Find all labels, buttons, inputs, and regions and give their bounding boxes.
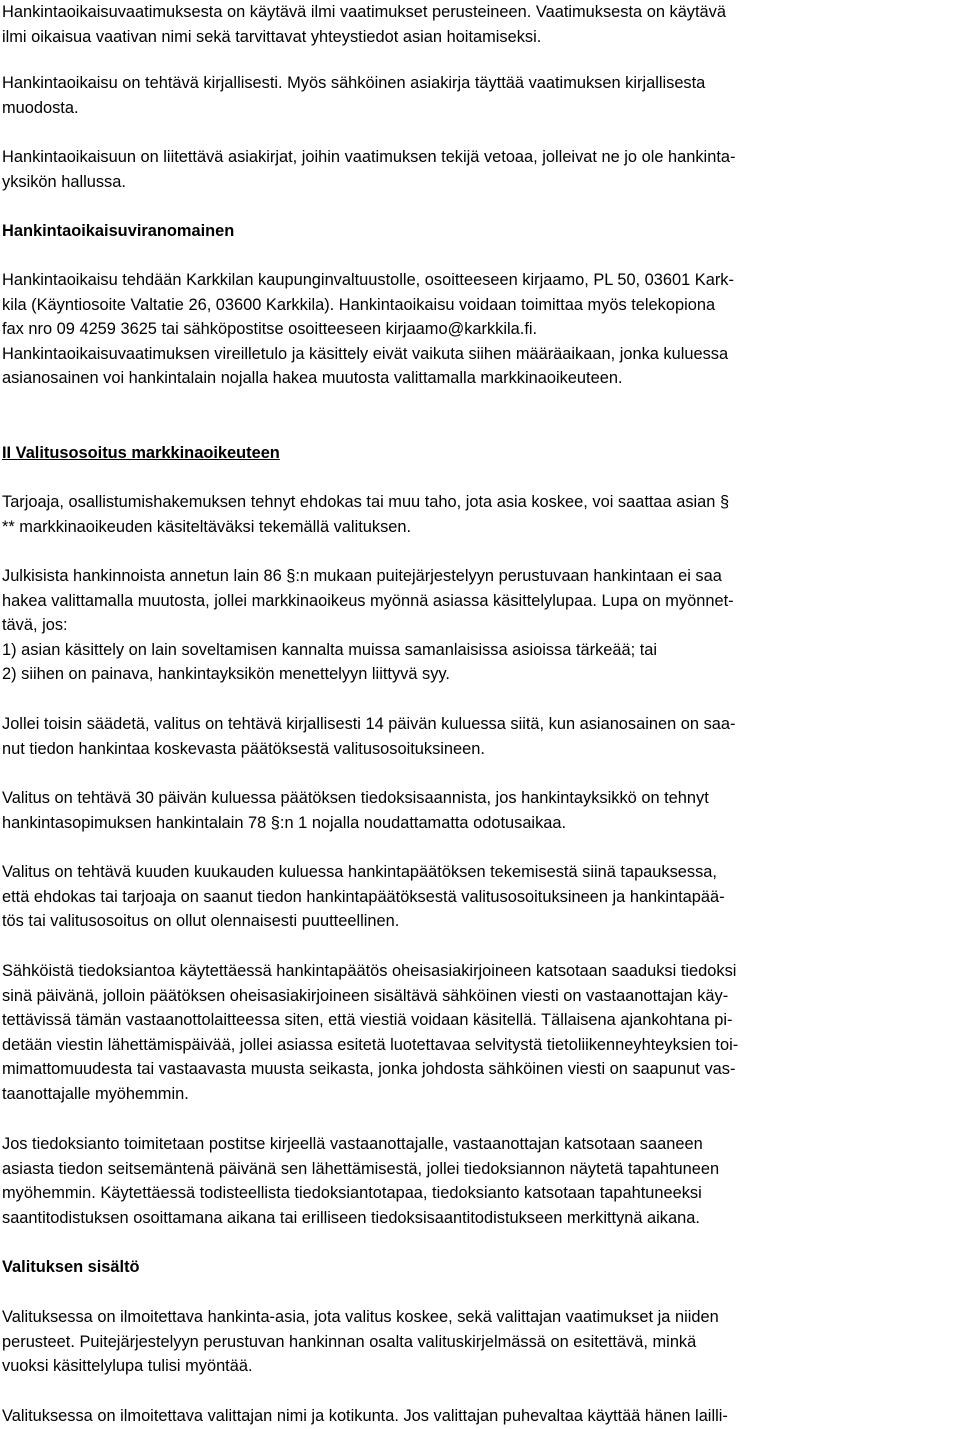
text-line: Hankintaoikaisuvaatimuksesta on käytävä ilmi vaatimukset perusteineen. Vaatimuksesta on käytävä <box>2 3 726 21</box>
text-line: nut tiedon hankintaa koskevasta päätöksestä valitusosoituksineen. <box>2 739 485 758</box>
text-line: Jollei toisin säädetä, valitus on tehtävä kirjallisesti 14 päivän kuluessa siitä, kun asianosainen on saa- <box>2 715 736 733</box>
text-line: yksikön hallussa. <box>2 172 126 191</box>
text-line: sinä päivänä, jolloin päätöksen oheisasiakirjoineen sisältävä sähköinen viesti on vastaanottajan käy- <box>2 986 729 1005</box>
text-line: Valitus on tehtävä kuuden kuukauden kuluessa hankintapäätöksen tekemisestä siinä tapauksessa, <box>2 863 717 881</box>
paragraph-who-may-appeal <box>2 490 956 539</box>
text-line: 1) asian käsittely on lain soveltamisen kannalta muissa samanlaisissa asioissa tärkeää; tai <box>2 640 658 659</box>
text-line: asianosainen voi hankintalain nojalla hakea muutosta valittamalla markkinaoikeuteen. <box>2 369 623 388</box>
heading-appeal-content <box>2 1255 956 1280</box>
paragraph-appellant-identity <box>2 1404 956 1429</box>
paragraph-six-months <box>2 860 956 934</box>
text-line: saantitodistuksen osoittamana aikana tai erilliseen tiedoksisaantitodistukseen merkittynä aikana. <box>2 1208 700 1227</box>
text-line: kila (Käyntiosoite Valtatie 26, 03600 Karkkila). Hankintaoikaisu voidaan toimittaa myös telekopiona <box>2 295 716 314</box>
text-line: asiasta tiedon seitsemäntenä päivänä sen lähettämisestä, jollei tiedoksiannon näytetä tapahtuneen <box>2 1159 720 1178</box>
paragraph-electronic-notice <box>2 959 956 1107</box>
text-line: hakea valittamalla muutosta, jollei markkinaoikeus myönnä asiassa käsittelylupaa. Lupa on myönnet- <box>2 591 734 610</box>
heading-appeal-instructions <box>2 441 956 466</box>
text-line: ** markkinaoikeuden käsiteltäväksi tekemällä valituksen. <box>2 517 412 536</box>
paragraph-30-days <box>2 786 956 835</box>
text-line: Hankintaoikaisu tehdään Karkkilan kaupunginvaltuustolle, osoitteeseen kirjaamo, PL 50, 03601 Kark- <box>2 271 734 289</box>
text-line: fax nro 09 4259 3625 tai sähköpostitse osoitteeseen kirjaamo@karkkila.fi. <box>2 320 538 339</box>
text-line: muodosta. <box>2 98 79 117</box>
text-line: vuoksi käsittelylupa tulisi myöntää. <box>2 1357 253 1376</box>
text-line: Sähköistä tiedoksiantoa käytettäessä hankintapäätös oheisasiakirjoineen katsotaan saaduksi tiedoksi <box>2 962 737 980</box>
paragraph-appeal-requirements <box>2 1305 956 1379</box>
text-line: Valituksessa on ilmoitettava valittajan nimi ja kotikunta. Jos valittajan puhevaltaa käyttää hänen lailli- <box>2 1407 728 1425</box>
text-line: myöhemmin. Käytettäessä todisteellista tiedoksiantotapaa, tiedoksianto katsotaan tapahtuneeksi <box>2 1184 702 1203</box>
paragraph-claim-contents <box>2 0 956 49</box>
paragraph-postal-notice <box>2 1132 956 1230</box>
text-line: tävä, jos: <box>2 616 68 635</box>
text-line: Valitus on tehtävä 30 päivän kuluessa päätöksen tiedoksisaannista, jos hankintayksikkö on tehnyt <box>2 789 709 807</box>
section-heading: Valituksen sisältö <box>2 1258 140 1276</box>
text-line: detään viestin lähettämispäivää, jollei asiassa esitetä luotettavaa selvitystä tietoliikenneyhteyksien toi- <box>2 1035 739 1054</box>
heading-authority <box>2 219 956 244</box>
text-line: Jos tiedoksianto toimitetaan postitse kirjeellä vastaanottajalle, vastaanottajan katsotaan saaneen <box>2 1135 703 1153</box>
text-line: Julkisista hankinnoista annetun lain 86 §:n mukaan puitejärjestelyyn perustuvaan hankintaan ei saa <box>2 567 722 585</box>
paragraph-framework-leave <box>2 564 956 687</box>
text-line: tettävissä tämän vastaanottolaitteessa siten, että viestiä voidaan käsitellä. Tällaisena ajankohtana pi- <box>2 1011 733 1030</box>
text-line: Tarjoaja, osallistumishakemuksen tehnyt ehdokas tai muu taho, jota asia koskee, voi saattaa asian § <box>2 493 730 511</box>
paragraph-written-form <box>2 71 956 120</box>
section-heading: II Valitusosoitus markkinaoikeuteen <box>2 444 280 462</box>
text-line: mimattomuudesta tai vastaavasta muusta seikasta, jonka johdosta sähköinen viesti on saapunut vas- <box>2 1060 736 1079</box>
text-line: tös tai valitusosoitus on ollut olennaisesti puutteellinen. <box>2 912 400 931</box>
text-line: Valituksessa on ilmoitettava hankinta-asia, jota valitus koskee, sekä valittajan vaatimukset ja niiden <box>2 1308 719 1326</box>
text-line: Hankintaoikaisuvaatimuksen vireilletulo ja käsittely eivät vaikuta siihen määräaikaan, jonka kuluessa <box>2 344 729 363</box>
section-heading: Hankintaoikaisuviranomainen <box>2 222 235 240</box>
text-line: taanottajalle myöhemmin. <box>2 1084 189 1103</box>
text-line: Hankintaoikaisu on tehtävä kirjallisesti. Myös sähköinen asiakirja täyttää vaatimuksen kirjallisesta <box>2 74 706 92</box>
text-line: perusteet. Puitejärjestelyyn perustuvan hankinnan osalta valituskirjelmässä on esitettävä, minkä <box>2 1332 697 1351</box>
paragraph-authority-address <box>2 268 956 391</box>
paragraph-attachments <box>2 145 956 194</box>
text-line: että ehdokas tai tarjoaja on saanut tiedon hankintapäätöksestä valitusosoituksineen ja hankintapää- <box>2 887 725 906</box>
paragraph-14-days <box>2 712 956 761</box>
text-line: Hankintaoikaisuun on liitettävä asiakirjat, joihin vaatimuksen tekijä vetoaa, jolleivat ne jo ole hankinta- <box>2 148 736 166</box>
text-line: hankintasopimuksen hankintalain 78 §:n 1 nojalla noudattamatta odotusaikaa. <box>2 813 567 832</box>
text-line: ilmi oikaisua vaativan nimi sekä tarvittavat yhteystiedot asian hoitamiseksi. <box>2 27 542 46</box>
text-line: 2) siihen on painava, hankintayksikön menettelyyn liittyvä syy. <box>2 665 450 684</box>
